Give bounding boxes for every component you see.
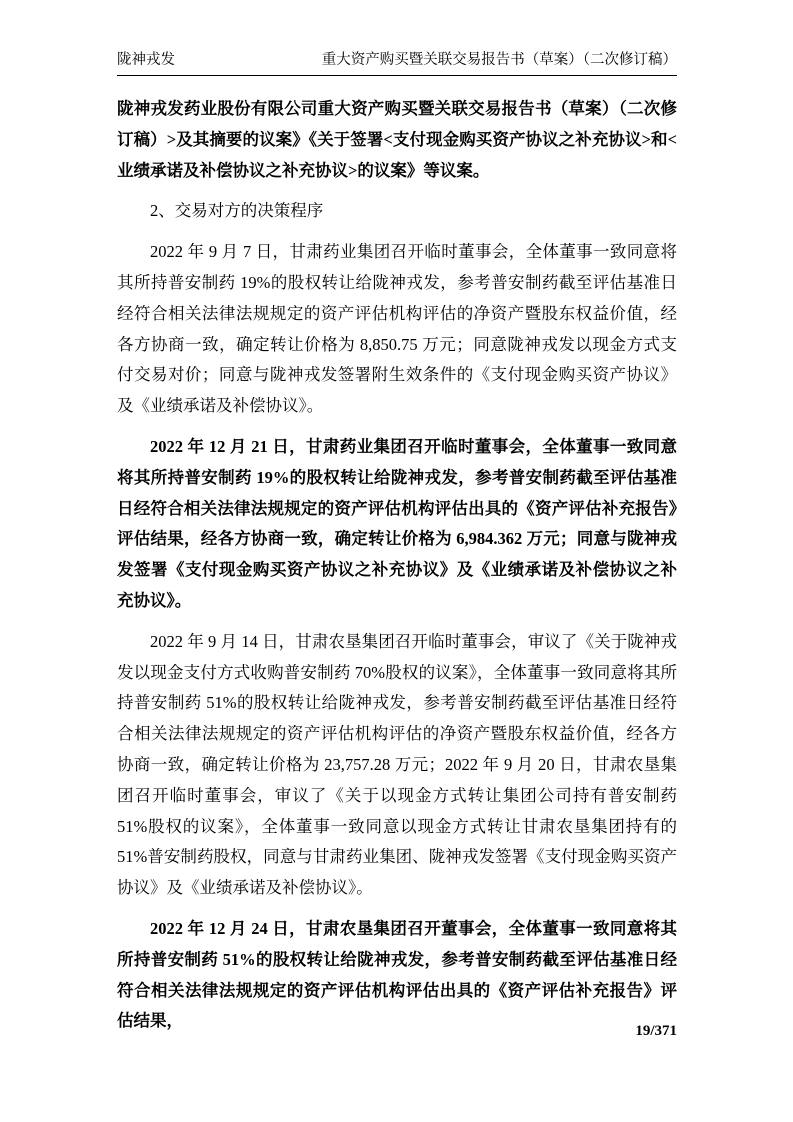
paragraph-resolution-2022-12-24: 2022 年 12 月 24 日，甘肃农垦集团召开董事会，全体董事一致同意将其所持普安制药 51%的股权转让给陇神戎发，参考普安制药截至评估基准日经符合相关法律法规规定的资产评估机构评估出具的《资产评估补充报告》评估结果， bbox=[117, 918, 677, 1031]
paragraph-resolution-2022-09-07: 2022 年 9 月 7 日，甘肃药业集团召开临时董事会，全体董事一致同意将其所持普安制药 19%的股权转让给陇神戎发，参考普安制药截至评估基准日经符合相关法律法规规定的资产评估机构评估的净资产暨股东权益价值，经各方协商一致，确定转让价格为 8,850.75 万元；同意陇神戎发以现金方式支付交易对价；同意与陇神戎发签署附生效条件的《支付现金购买资产协议》及《业绩承诺及补偿协议》。 bbox=[117, 242, 677, 416]
paragraph-continuation: 陇神戎发药业股份有限公司重大资产购买暨关联交易报告书（草案）（二次修订稿）>及其摘要的议案》《关于签署<支付现金购买资产协议之补充协议>和<业绩承诺及补偿协议之补充协议>的议案》等议案。 bbox=[117, 99, 677, 180]
header-document-title: 重大资产购买暨关联交易报告书（草案）（二次修订稿） bbox=[321, 52, 677, 68]
document-body bbox=[117, 94, 677, 1047]
page-footer bbox=[117, 1021, 677, 1041]
header-company-short-name: 陇神戎发 bbox=[117, 52, 175, 68]
page-header bbox=[117, 51, 677, 76]
page-number: 19/371 bbox=[635, 1023, 677, 1039]
paragraph-resolution-2022-12-21: 2022 年 12 月 21 日，甘肃药业集团召开临时董事会，全体董事一致同意将其所持普安制药 19%的股权转让给陇神戎发，参考普安制药截至评估基准日经符合相关法律法规规定的资产评估机构评估出具的《资产评估补充报告》评估结果，经各方协商一致，确定转让价格为 6,984.362 万元；同意与陇神戎发签署《支付现金购买资产协议之补充协议》及《业绩承诺及补偿协议之补充协议》。 bbox=[117, 436, 677, 610]
section-heading: 2、交易对方的决策程序 bbox=[150, 201, 324, 221]
paragraph-resolution-2022-09-14: 2022 年 9 月 14 日，甘肃农垦集团召开临时董事会，审议了《关于陇神戎发以现金支付方式收购普安制药 70%股权的议案》，全体董事一致同意将其所持普安制药 51%的股权转让给陇神戎发，参考普安制药截至评估基准日经符合相关法律法规规定的资产评估机构评估的净资产暨股东权益价值，经各方协商一致，确定转让价格为 23,757.28 万元；2022 年 9 月 20 日，甘肃农垦集团召开临时董事会，审议了《关于以现金方式转让集团公司持有普安制药 51%股权的议案》，全体董事一致同意以现金方式转让甘肃农垦集团持有的 51%普安制药股权，同意与甘肃药业集团、陇神戎发签署《支付现金购买资产协议》及《业绩承诺及补偿协议》。 bbox=[117, 631, 677, 898]
